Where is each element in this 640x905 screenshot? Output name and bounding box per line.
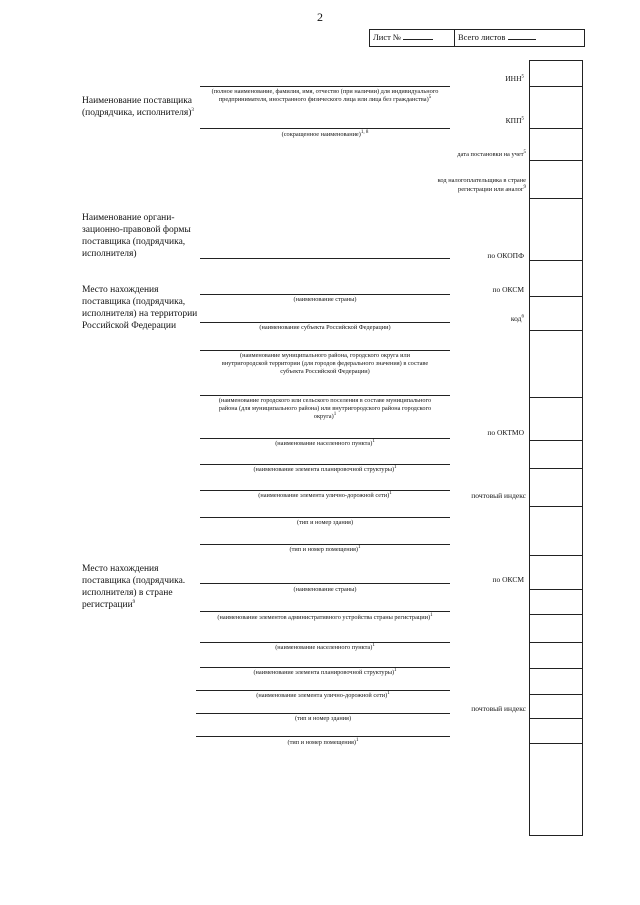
planning2-caption: (наименование элемента планировочной структуры)$^1$ [253,667,397,676]
code-column-divider [529,506,583,507]
code-column-divider [529,555,583,556]
locality-caption: (наименование населенного пункта)$^1$ [275,438,375,447]
code-column-divider [529,160,583,161]
code-column-divider [529,330,583,331]
full-name-caption: (полное наименование, фамилия, имя, отчество (при наличии) для индивидуального предпринимателя, иностранного физического лица или лица без гражданства)$^5$ [211,88,439,103]
sheets-total-label: Всего листов [458,32,506,42]
locality2-line[interactable] [200,642,450,643]
code-column-divider [529,589,583,590]
code-column [529,60,583,836]
code-column-divider [529,743,583,744]
municipal-line[interactable] [200,350,450,351]
inn-label: ИНН$^5$ [505,74,524,83]
oksm-label: по ОКСМ [492,285,524,294]
registration-date-label: дата постановки на учет$^5$ [457,149,526,158]
okopf-label: по ОКОПФ [487,251,524,260]
room-caption: (тип и номер помещения)$^1$ [289,544,361,553]
code-column-divider [529,668,583,669]
street2-caption: (наименование элемента улично-дорожной сети)$^1$ [256,690,390,699]
settlement-caption: (наименование городского или сельского поселения в составе муниципального района (для муниципального района) или внутригородского района городского округа)$^1$ [218,397,432,420]
org-form-label: Наименование органи-зационно-правовой формы поставщика (подрядчика, исполнителя) [82,213,191,259]
room2-caption: (тип и номер помещения)$^1$ [287,737,359,746]
oktmo-label: по ОКТМО [487,428,524,437]
street-line[interactable] [200,490,450,491]
sheets-total-cell [454,30,584,46]
postal-index2-label: почтовый индекс [471,704,526,713]
short-name-caption: (сокращенное наименование)$^{1, 8}$ [281,129,369,138]
postal-index-label: почтовый индекс [471,491,526,500]
sheet-number-cell [370,30,454,46]
oksm2-label: по ОКСМ [492,575,524,584]
room2-line[interactable] [196,736,450,737]
code-column-divider [529,718,583,719]
code-column-divider [529,296,583,297]
street2-line[interactable] [196,690,450,691]
code-column-divider [529,694,583,695]
sheets-total-field[interactable] [508,39,536,40]
building-line[interactable] [200,517,450,518]
org-form-line[interactable] [200,258,450,259]
sheet-number-field[interactable] [403,39,433,40]
code-column-divider [529,128,583,129]
code-column-divider [529,468,583,469]
room-line[interactable] [200,544,450,545]
code-column-divider [529,198,583,199]
planning-line[interactable] [200,464,450,465]
country-caption: (наименование страны) [293,296,357,303]
admin-units-caption: (наименование элементов административного устройства страны регистрации)$^1$ [217,612,433,621]
planning-caption: (наименование элемента планировочной структуры)$^1$ [253,464,397,473]
page-number: 2 [317,10,323,24]
street-caption: (наименование элемента улично-дорожной сети)$^1$ [258,490,392,499]
country2-line[interactable] [200,583,450,584]
subject-caption: (наименование субъекта Российской Федерации) [259,324,391,331]
municipal-caption: (наименование муниципального района, городского округа или внутригородской территории (для городов федерального значения) в составе субъекта Российской Федерации) [221,352,429,375]
code-column-divider [529,642,583,643]
code-column-divider [529,260,583,261]
code-column-divider [529,86,583,87]
kpp-label: КПП$^5$ [505,116,524,125]
country-line[interactable] [200,294,450,295]
code-label: код$^6$ [510,314,524,323]
full-name-line[interactable] [200,86,450,87]
location-registration-label: Место нахождения поставщика (подрядчика. исполнителя) в стране регистрации$^9$ [82,564,186,610]
building2-line[interactable] [196,713,450,714]
sheet-info-box [369,29,585,47]
settlement-line[interactable] [200,395,450,396]
subject-line[interactable] [200,322,450,323]
location-rf-label: Место нахождения поставщика (подрядчика, исполнителя) на территории Российской Федерации [82,285,198,331]
country2-caption: (наименование страны) [293,586,357,593]
code-column-divider [529,397,583,398]
admin-units-line[interactable] [200,611,450,612]
taxpayer-code-label: код налогоплательщика в стране регистрации или аналог$^9$ [437,177,526,193]
building2-caption: (тип и номер здания) [294,715,352,722]
code-column-divider [529,440,583,441]
sheet-number-label: Лист № [373,32,402,42]
supplier-name-label: Наименование поставщика (подрядчика, исполнителя)$^3$ [82,96,194,118]
locality-line[interactable] [200,438,450,439]
locality2-caption: (наименование населенного пункта)$^1$ [275,642,375,651]
code-column-divider [529,614,583,615]
planning2-line[interactable] [200,667,450,668]
short-name-line[interactable] [200,128,450,129]
building-caption: (тип и номер здания) [296,519,354,526]
